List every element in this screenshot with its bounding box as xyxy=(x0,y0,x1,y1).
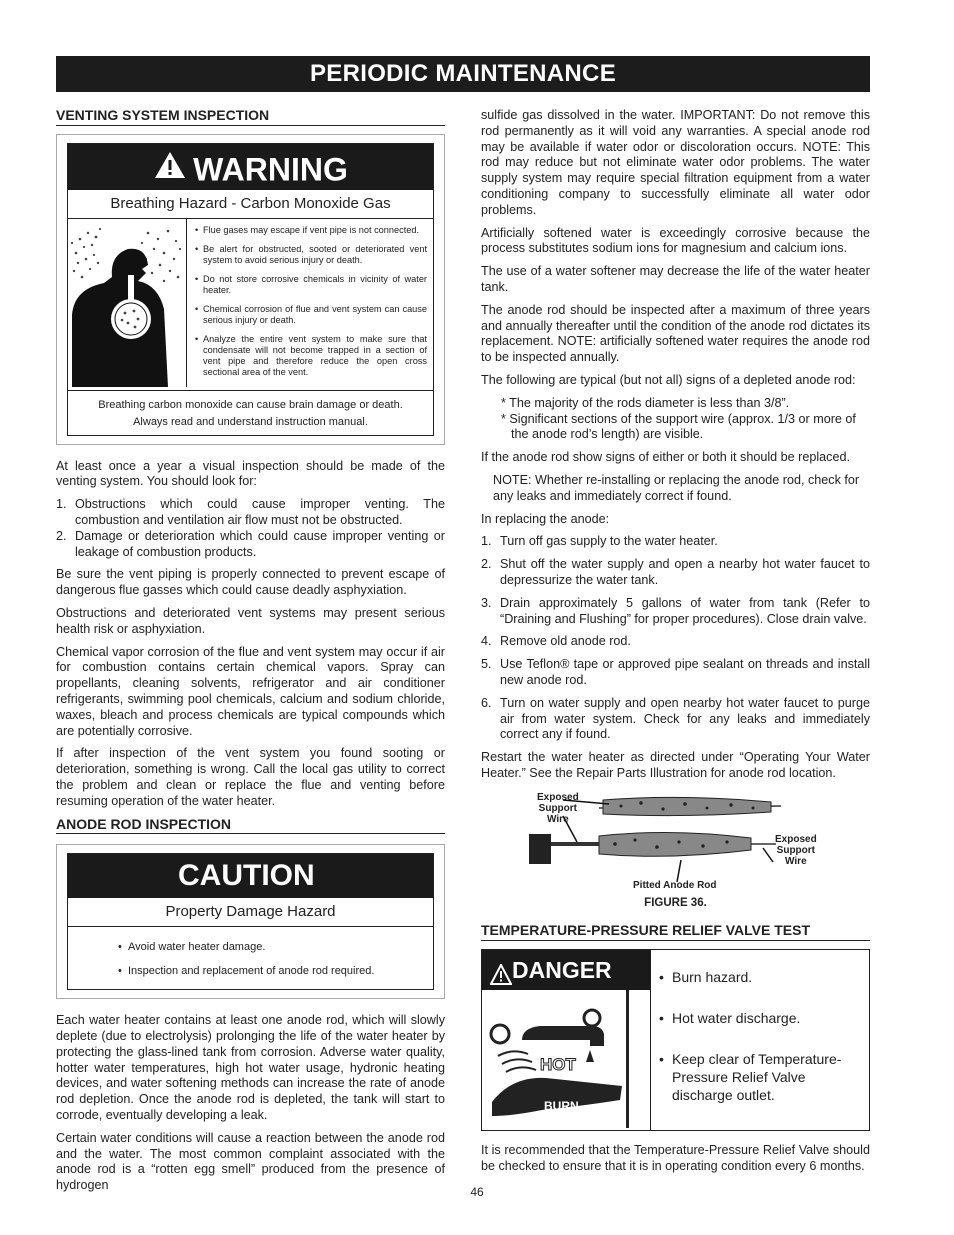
danger-title: DANGER xyxy=(512,957,612,984)
warning-footer xyxy=(68,391,433,435)
paragraph: If the anode rod show signs of either or both it should be replaced. xyxy=(481,450,850,465)
hot-text: HOT xyxy=(540,1055,576,1075)
list-item: * The majority of the rods diameter is less than 3/8”. xyxy=(501,395,790,410)
figure-label-pitted-rod: Pitted Anode Rod xyxy=(633,879,717,891)
carbon-monoxide-hazard-icon xyxy=(68,219,187,387)
danger-header xyxy=(482,950,650,990)
note: NOTE: Whether re-installing or replacing the anode rod, check for any leaks and immediately correct if found. xyxy=(493,472,860,503)
warning-header xyxy=(68,144,433,190)
list-item: 2. Damage or deterioration which could cause improper venting or leakage of combustion products. xyxy=(56,528,445,559)
warning-bullet: • Do not store corrosive chemicals in vicinity of water heater. xyxy=(195,274,427,296)
warning-label xyxy=(56,134,445,445)
caution-bullet: • Inspection and replacement of anode rod required. xyxy=(118,959,423,983)
list-item: 5. Use Teflon® tape or approved pipe sealant on threads and install new anode rod. xyxy=(481,657,870,687)
warning-bullet: • Analyze the entire vent system to make sure that condensate will not become trapped in a section of vent pipe and therefore reduce the open cross sectional area of the vent. xyxy=(195,334,427,378)
paragraph: The anode rod should be inspected after a maximum of three years and annually thereafter until the condition of the anode rod dictates its replacement. NOTE: artificially softened water requires the anode rod to be inspected annually. xyxy=(481,302,870,365)
danger-label xyxy=(481,949,870,1131)
right-column xyxy=(481,108,870,1182)
warning-footer-line: Always read and understand instruction manual. xyxy=(133,415,368,428)
list-item: 1. Turn off gas supply to the water heater. xyxy=(481,534,718,549)
paragraph: The use of a water softener may decrease the life of the water heater tank. xyxy=(481,264,870,294)
warning-footer-line: Breathing carbon monoxide can cause brain damage or death. xyxy=(98,398,403,411)
warning-title: WARNING xyxy=(193,151,348,188)
depleted-signs-list xyxy=(481,396,870,443)
paragraph: It is recommended that the Temperature-Pressure Relief Valve should be checked to ensure that it is in operating condition every 6 months. xyxy=(481,1143,870,1174)
caution-bullet: • Avoid water heater damage. xyxy=(118,935,423,959)
paragraph: If after inspection of the vent system you found sooting or deterioration, something is wrong. Call the local gas utility to correct the problem and clean or replace the flue and venting before resuming operation of the water heater. xyxy=(56,746,445,808)
danger-bullet: • Hot water discharge. xyxy=(659,1009,861,1027)
section-heading-tpr: TEMPERATURE-PRESSURE RELIEF VALVE TEST xyxy=(481,923,870,941)
caution-label xyxy=(56,844,445,999)
danger-bullet: • Keep clear of Temperature-Pressure Relief Valve discharge outlet. xyxy=(659,1050,861,1104)
left-column xyxy=(56,108,445,1201)
figure-label-exposed-wire: Exposed Support Wire xyxy=(537,791,579,825)
paragraph: At least once a year a visual inspection should be made of the venting system. You should look for: xyxy=(56,458,445,489)
anode-rod-figure xyxy=(481,790,870,890)
paragraph: Chemical vapor corrosion of the flue and vent system may occur if air for combustion contains certain chemical vapors. Spray can propellants, cleaning solvents, refrigerator and air conditioner refrigerants, swimming pool chemicals, calcium and sodium chloride, waxes, bleach and process chemicals are typical compounds which are potentially corrosive. xyxy=(56,644,445,738)
paragraph: sulfide gas dissolved in the water. IMPORTANT: Do not remove this rod permanently as it will void any warranties. A special anode rod may be available if water odor or discoloration occurs. NOTE: This rod may reduce but not eliminate water odor problems. The water supply system may require special filtration equipment from a water conditioning company to successfully eliminate all water odor problems. xyxy=(481,108,870,217)
section-heading-anode: ANODE ROD INSPECTION xyxy=(56,817,445,835)
venting-check-list xyxy=(56,497,445,560)
danger-bullet: • Burn hazard. xyxy=(659,968,861,986)
danger-bullet-list xyxy=(651,950,869,1130)
paragraph: Restart the water heater as directed under “Operating Your Water Heater.” See the Repair Parts Illustration for anode rod location. xyxy=(481,750,870,780)
paragraph: In replacing the anode: xyxy=(481,511,610,526)
caution-subtitle: Property Damage Hazard xyxy=(68,898,433,927)
paragraph: Certain water conditions will cause a reaction between the anode rod and the water. The most common complaint associated with the anode rod is a “rotten egg smell” produced from the presence of hydrogen xyxy=(56,1130,445,1193)
paragraph: Be sure the vent piping is properly connected to prevent escape of dangerous flue gasses which could cause deadly asphyxiation. xyxy=(56,567,445,598)
caution-title: CAUTION xyxy=(68,854,433,898)
list-item: 6. Turn on water supply and open nearby hot water faucet to purge air from water system. Check for any leaks and immediately correct any if found. xyxy=(481,695,870,742)
caution-bullet-list xyxy=(68,927,433,989)
replacement-steps xyxy=(481,534,870,743)
paragraph: Artificially softened water is exceedingly corrosive because the process substitutes sodium ions for magnesium and calcium ions. xyxy=(481,225,870,256)
list-item: 3. Drain approximately 5 gallons of water from tank (Refer to “Draining and Flushing” for proper procedures). Close drain valve. xyxy=(481,595,870,626)
warning-bullet-list xyxy=(187,219,433,390)
warning-bullet: • Flue gases may escape if vent pipe is not connected. xyxy=(195,225,427,236)
list-item: 1. Obstructions which could cause improper venting. The combustion and ventilation air flow must not be obstructed. xyxy=(56,497,445,527)
page-number: 46 xyxy=(470,1185,484,1199)
paragraph: The following are typical (but not all) signs of a depleted anode rod: xyxy=(481,372,856,387)
warning-triangle-icon xyxy=(153,146,187,192)
figure-label-exposed-wire: Exposed Support Wire xyxy=(775,833,817,867)
figure-caption: FIGURE 36. xyxy=(644,896,707,909)
paragraph: Obstructions and deteriorated vent systems may present serious health risk or asphyxiation. xyxy=(56,605,445,636)
list-item: 4. Remove old anode rod. xyxy=(481,634,631,649)
warning-subtitle: Breathing Hazard - Carbon Monoxide Gas xyxy=(68,190,433,219)
paragraph: Each water heater contains at least one anode rod, which will slowly deplete (due to electrolysis) prolonging the life of the water heater by protecting the glass-lined tank from corrosion. Adverse water quality, hotter water temperatures, high hot water usage, hydronic heating devices, and water softening methods can increase the rate of anode rod depletion. Once the anode rod is depleted, the tank will start to corrode, eventually developing a leak. xyxy=(56,1013,445,1122)
list-item: 2. Shut off the water supply and open a nearby hot water faucet to depressurize the water tank. xyxy=(481,557,870,587)
warning-bullet: • Chemical corrosion of flue and vent system can cause serious injury or death. xyxy=(195,304,427,326)
burn-hazard-icon xyxy=(482,990,650,1133)
page-title: PERIODIC MAINTENANCE xyxy=(56,56,870,92)
section-heading-venting: VENTING SYSTEM INSPECTION xyxy=(56,108,445,126)
warning-bullet: • Be alert for obstructed, sooted or deteriorated vent system to avoid serious injury or death. xyxy=(195,244,427,266)
list-item: * Significant sections of the support wire (approx. 1/3 or more of the anode rod’s length) are visible. xyxy=(501,411,856,442)
burn-text: BURN xyxy=(544,1099,579,1114)
